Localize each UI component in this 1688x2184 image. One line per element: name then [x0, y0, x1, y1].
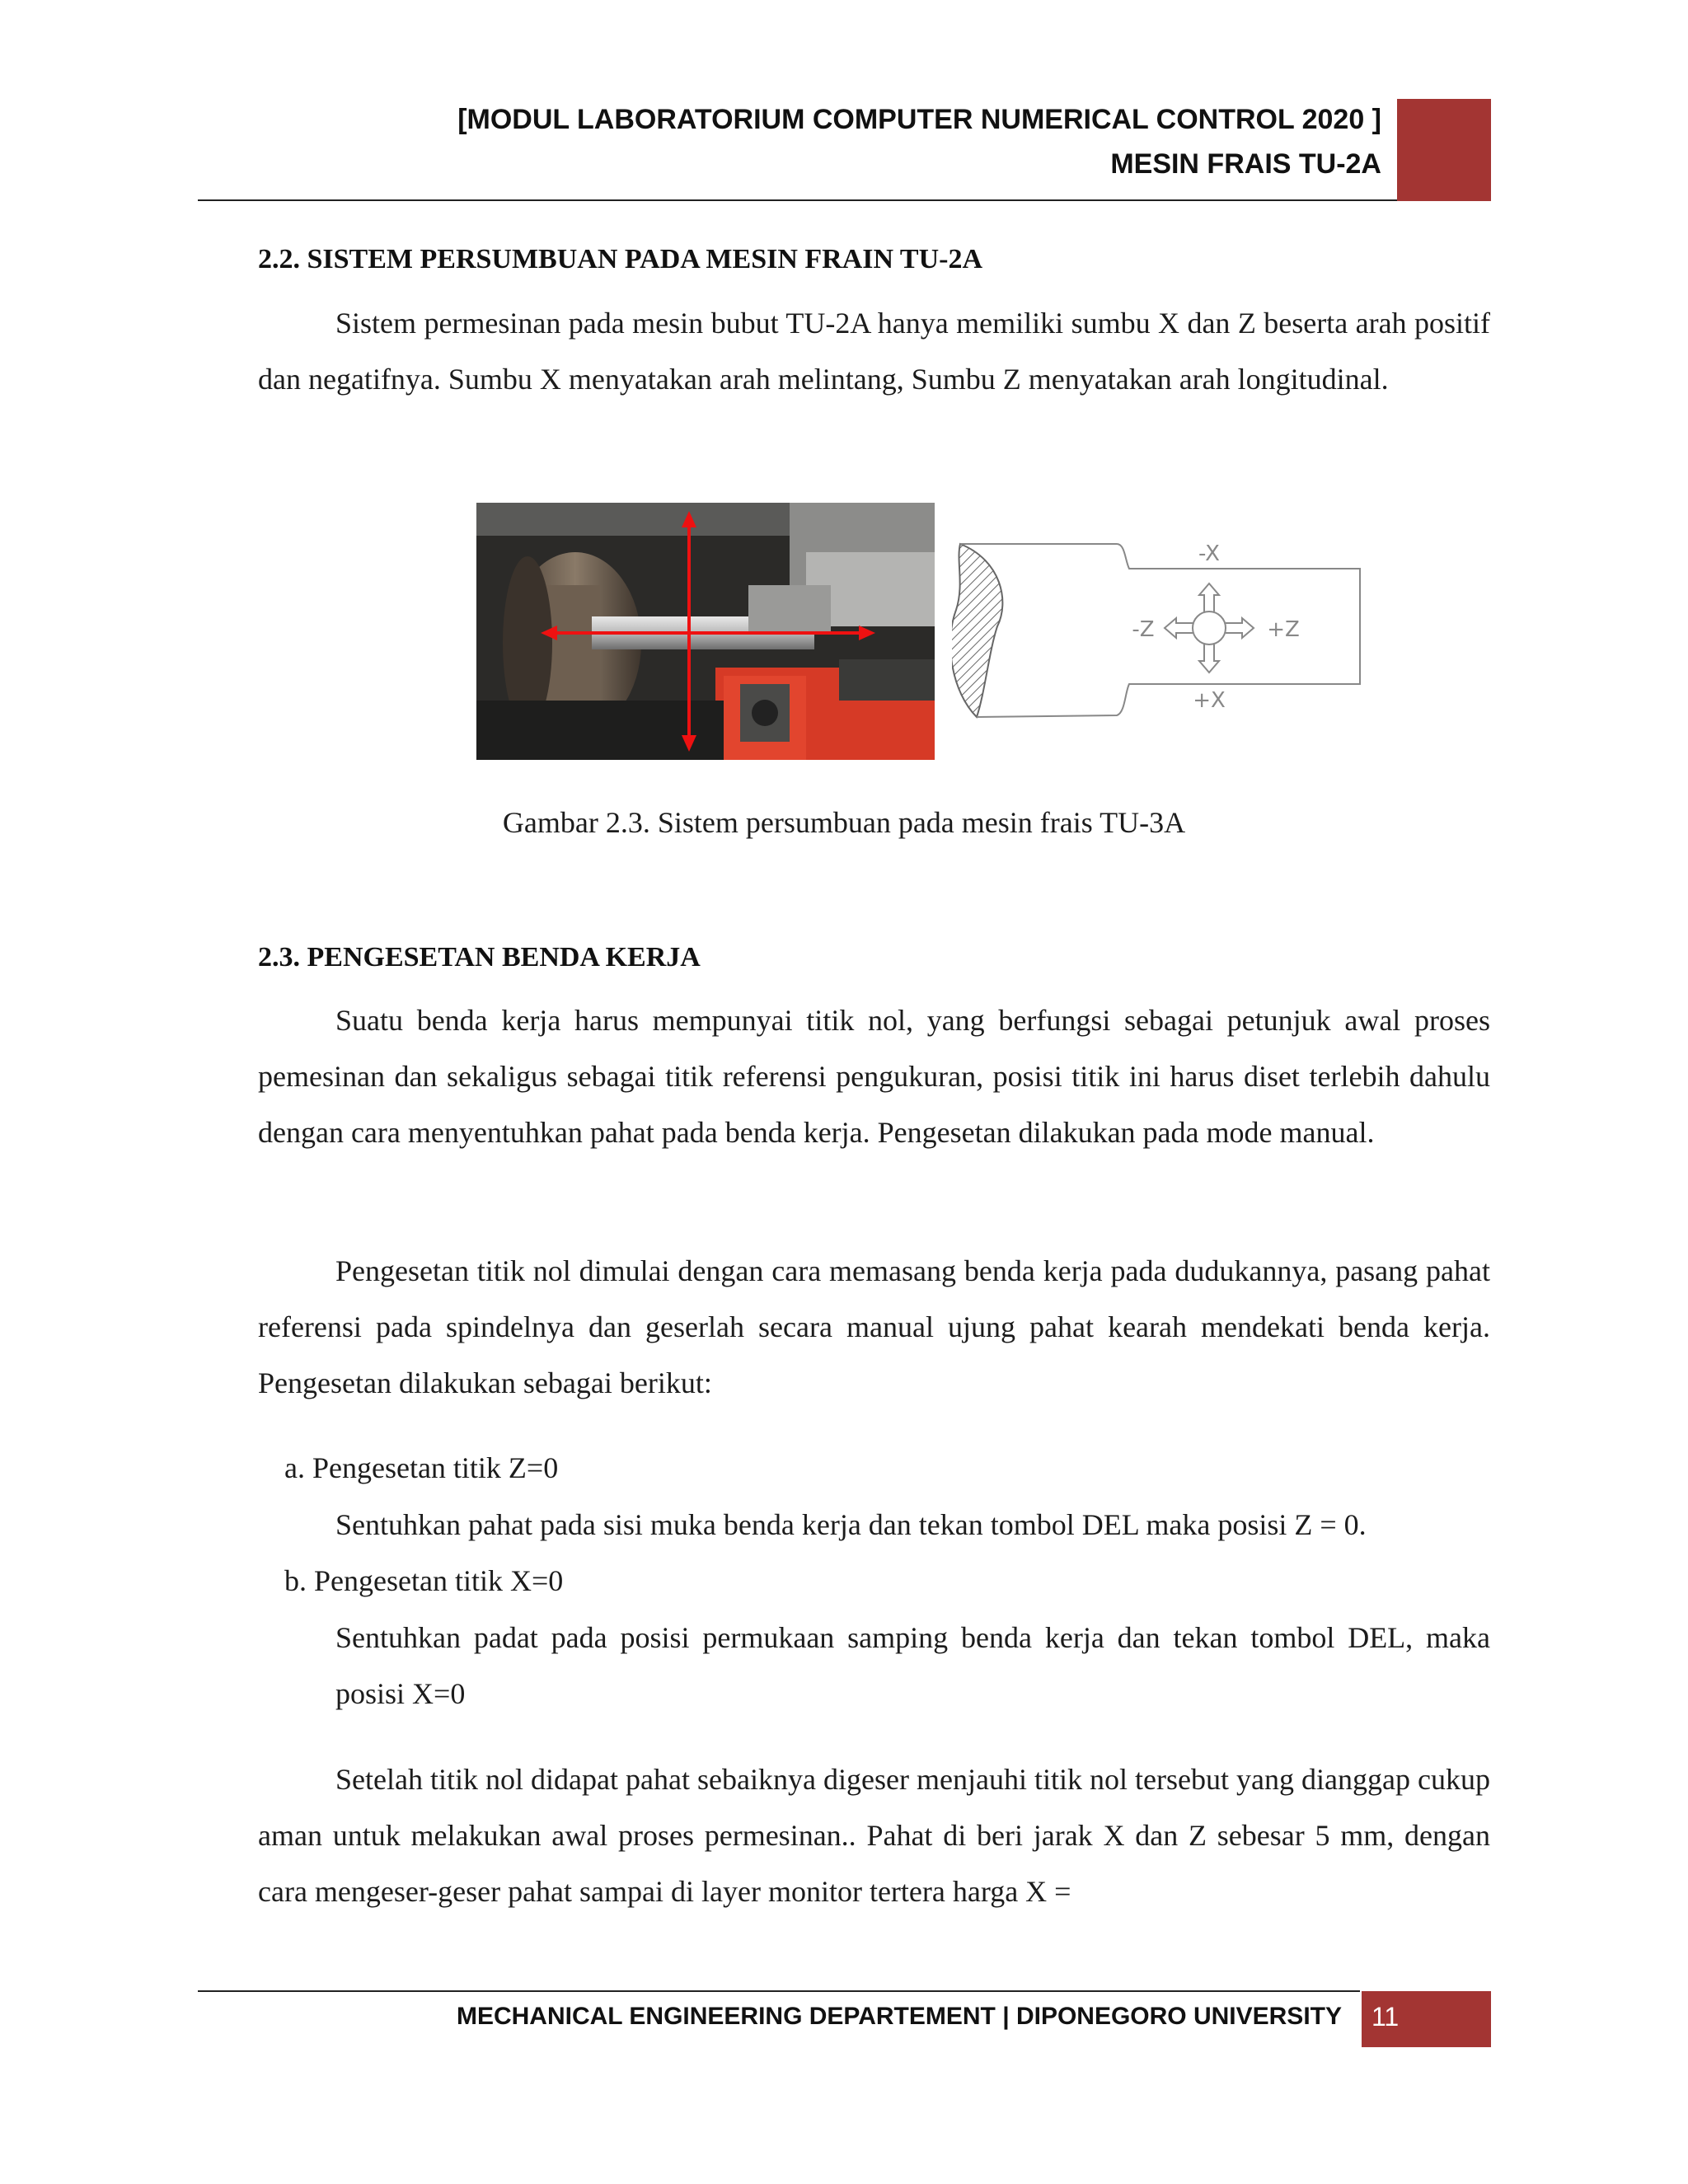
header-accent-block	[1397, 99, 1491, 201]
list-item-b-label: b. Pengesetan titik X=0	[284, 1564, 564, 1597]
list-item-b-text: Sentuhkan padat pada posisi permukaan samping benda kerja dan tekan tombol DEL, maka posisi X=0	[335, 1621, 1490, 1710]
list-item-a-text: Sentuhkan pahat pada sisi muka benda kerja dan tekan tombol DEL maka posisi Z = 0.	[335, 1508, 1367, 1541]
list-item-a-label: a. Pengesetan titik Z=0	[284, 1451, 559, 1484]
header-title: [MODUL LABORATORIUM COMPUTER NUMERICAL CONTROL 2020 ]	[457, 104, 1381, 135]
axis-diagram	[952, 527, 1368, 725]
diagram-label-pos-x: +X	[1193, 688, 1226, 713]
section-2-3-paragraph-2: Pengesetan titik nol dimulai dengan cara memasang benda kerja pada dudukannya, pasang pahat referensi pada spindelnya dan geserlah secara manual ujung pahat kearah mendekati benda kerja. Pengesetan dilakukan sebagai berikut:	[258, 1254, 1490, 1399]
section-2-3-paragraph-3: Setelah titik nol didapat pahat sebaiknya digeser menjauhi titik nol tersebut yang dianggap cukup aman untuk melakukan awal proses permesinan.. Pahat di beri jarak X dan Z sebesar 5 mm, dengan cara mengeser-geser pahat sampai di layer monitor tertera harga X =	[258, 1763, 1490, 1908]
footer-department: MECHANICAL ENGINEERING DEPARTEMENT | DIPONEGORO UNIVERSITY	[456, 2003, 1342, 2030]
header-subtitle: MESIN FRAIS TU-2A	[1110, 148, 1381, 180]
footer-divider	[198, 1990, 1360, 1992]
section-heading-2-3: 2.3. PENGESETAN BENDA KERJA	[258, 942, 701, 972]
header-divider	[198, 199, 1397, 201]
diagram-label-pos-z: +Z	[1267, 617, 1300, 642]
section-2-2-paragraph: Sistem permesinan pada mesin bubut TU-2A hanya memiliki sumbu X dan Z beserta arah positif dan negatifnya. Sumbu X menyatakan arah melintang, Sumbu Z menyatakan arah longitudinal.	[258, 307, 1490, 396]
section-2-3-paragraph-1: Suatu benda kerja harus mempunyai titik nol, yang berfungsi sebagai petunjuk awal proses pemesinan dan sekaligus sebagai titik referensi pengukuran, posisi titik ini harus diset terlebih dahulu dengan cara menyentuhkan pahat pada benda kerja. Pengesetan dilakukan pada mode manual.	[258, 1004, 1490, 1149]
figure-caption: Gambar 2.3. Sistem persumbuan pada mesin frais TU-3A	[502, 806, 1186, 839]
diagram-label-neg-z: -Z	[1132, 617, 1155, 642]
section-heading-2-2: 2.2. SISTEM PERSUMBUAN PADA MESIN FRAIN TU-2A	[258, 244, 983, 274]
diagram-label-neg-x: -X	[1198, 541, 1220, 566]
lathe-axis-photo	[476, 503, 935, 760]
page-number: 11	[1372, 2002, 1400, 2032]
